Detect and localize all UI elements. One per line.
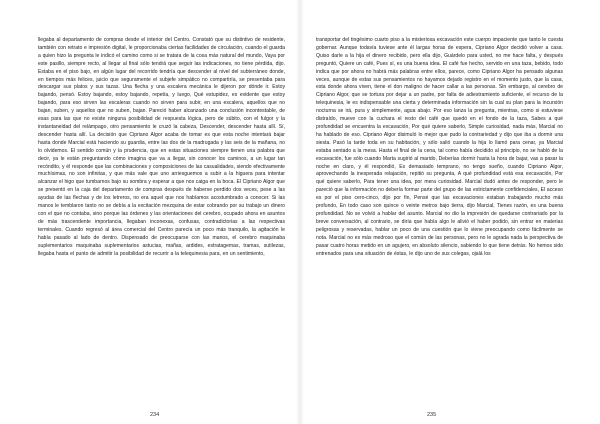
right-page-number: 235	[427, 412, 437, 418]
right-page	[300, 0, 600, 424]
left-page-number: 234	[150, 412, 160, 418]
right-page-body-text: transportar del tingésimo cuarto piso a la misteriosa excavación este cuerpo impaciente que tanto le cuesta gobernar. Aunque todavía tuviese ante él largas horas de espera, Cipriano Algor decidió volver a casa. Quiso darle a la hija el dinero recibido, pero ella dijo, Guárdelo para usted, no me hace falta, y después preguntó, Quiere un café, Pues sí, es una buena idea. El café fue hecho, servido en una taza, bebido, todo indica que por ahora no habrá más palabras entre ellos, parece, como Cipriano Algor ha pensado algunas veces, aunque de estas sus pensamientos no hayamos dejado registro en el momento justo, que la casa, esta donde ahora viven, tiene el don maligno de hacer callar a las personas. Sin embargo, al cerebro de Cipriano Algor, que se tortura por dejar a un padre, por falta de adiestramiento suficiente, el recurso de la telequinesia, le es indispensable una cierta y determinada información sin la cual su plan para la incursión nocturna se irá, pura y simplemente, agua abajo. Por eso lanza la pregunta, mientras, como si estuviese distraído, mueve con la cuchara el resto del café que quedó en el fondo de la taza, Sabes a qué profundidad se encuentra la excavación, Por qué quiere saberlo, Simple curiosidad, nada más, Marcial no ha hablado de eso. Cipriano Algor disimuló lo mejor que pudo la contrariedad y dijo que iba a dormir una siesta. Pasó la tarde toda en su habitación, y sólo salió cuando la hija lo llamó para cenar, ya Marcial estaba sentado a la mesa. Hasta el final de la cena, tal como había decidido al principio, no se habló de la excavación, fue sólo cuando Marta sugirió al marido, Deberías dormir hasta la hora de bajar, vas a pasar la noche en claro, y él respondió, Es demasiado temprano, no tengo sueño, cuando Cipriano Algor, aprovechando la inesperada relajación, repitió su pregunta, A qué profundidad está esa excavación, Por qué quiere saberlo, Para tener una idea, por mera curiosidad. Marcial dudó antes de responder, pero le pareció que la información no debería formar parte del grupo de las estrictamente confidenciales, El acceso es por el piso cero-cinco, dijo por fin, Pensé que las excavaciones estaban trabajando mucho más profundo, En todo caso son quince o veinte metros bajo tierra, dijo Marcial, Tienes razón, es una buena profundidad. No se volvió a hablar del asunto. Marcial no dio la impresión de quedarse contrariado por la breve conversación, al contrario, se diría que había algo le alivió el haber podido, sin entrar en materias peligrosas y reservadas, hablar un poco de una cuestión que lo viene preocupando como fácilmente se nota. Marcial no es más medroso que el común de las personas, pero no le agrada nada la perspectiva de pasar cuatro horas metido en un agujero, en absoluto silencio, sabiendo lo que tiene detrás. No hemos sido entrenados para una situación de éstas, le dijo uno de sus colegas, ojalá los	[316, 37, 563, 257]
left-page-body-text: llegaba al departamento de compras desde el interior del Centro. Constató que su distintivo de residente, también con retrato e impresión digital, le proporcionaba ciertas facilidades de circulación, cuando el guarda a quien hizo la pregunta le indicó el camino como si se tratara de la cosa más natural del mundo, Vaya por este pasillo, siempre recto, al llegar al final sólo tendrá que seguir las indicaciones, no tiene pérdida, dijo. Estaba en el piso bajo, en algún lugar del recorrido tendría que descender al nivel del subterráneo donde, en tiempos más felices, juicio que seguramente el subjefe simpático no compartiría, se presentaba para descargar sus platos y sus tazas. Una flecha y una escalera mecánica le dijeron por dónde ir. Estoy bajando, pensó. Estoy bajando, estoy bajando, repetía, y luego, Qué estupidez, es evidente que estoy bajando, para eso sirven las escaleras cuando no sirven para subir, en una escalera, aquellos que no bajan, suben, y aquellos que no suben, bajan. Pareció haber alcanzado una conclusión incontestable, de esas para las que no existe ninguna posibilidad de respuesta lógica, pero de súbito, con el fulgor y la instantaneidad del relámpago, otro pensamiento le cruzó la cabeza, Descender, descender hasta allí. Sí, descender hasta allí. La decisión que Cipriano Algor acaba de tomar es que esta noche intentará bajar hasta donde Marcial está haciendo su guardia, entre las dos de la madrugada y las seis de la mañana, no lo olvidemos. El sentido común y la prudencia, que en estas situaciones siempre tienen una palabra que decir, ya le están preguntando cómo imagina que va a llegar, sin conocer los caminos, a un lugar tan recóndito, y él responde que las combinaciones y composiciones de las casualidades, siendo efectivamente muchísimas, no son infinitas, y que más vale que uno arriesguemos a subir a la higuera para intentar alcanzar el higo que tumbarnos bajo su sombra y esperar a que nos caiga en la boca. El Cipriano Algor que se presentó en la caja del departamento de compras después de haberse perdido dos veces, pese a las ayudas de las flechas y de los letreros, no era aquel que nos habíamos acostumbrado a conocer. Si las manos le temblaron tanto no se debía a la excitación mezquina de estar cobrando por su trabajo un dinero con el que no contaba, sino porque las órdenes y las orientaciones del cerebro, ocupado ahora en asuntos de más trascendente importancia, llegaban inconexas, confusas, contradictorias a las respectivas terminales. Cuando regresó al área comercial del Centro parecía un poco más tranquilo, la agitación le había pasado al lado de dentro. Dispensado de preocuparse con las manos, el cerebro maquinaba suplementarios maquinaba suplementarios astucias, mañas, ardides, estratagemas, tramas, sutilezas, llegaba hasta el punto de admitir la posibilidad de recurrir a la telequinesia para, en un sentimiento,	[38, 37, 285, 257]
book-gutter	[296, 0, 304, 424]
